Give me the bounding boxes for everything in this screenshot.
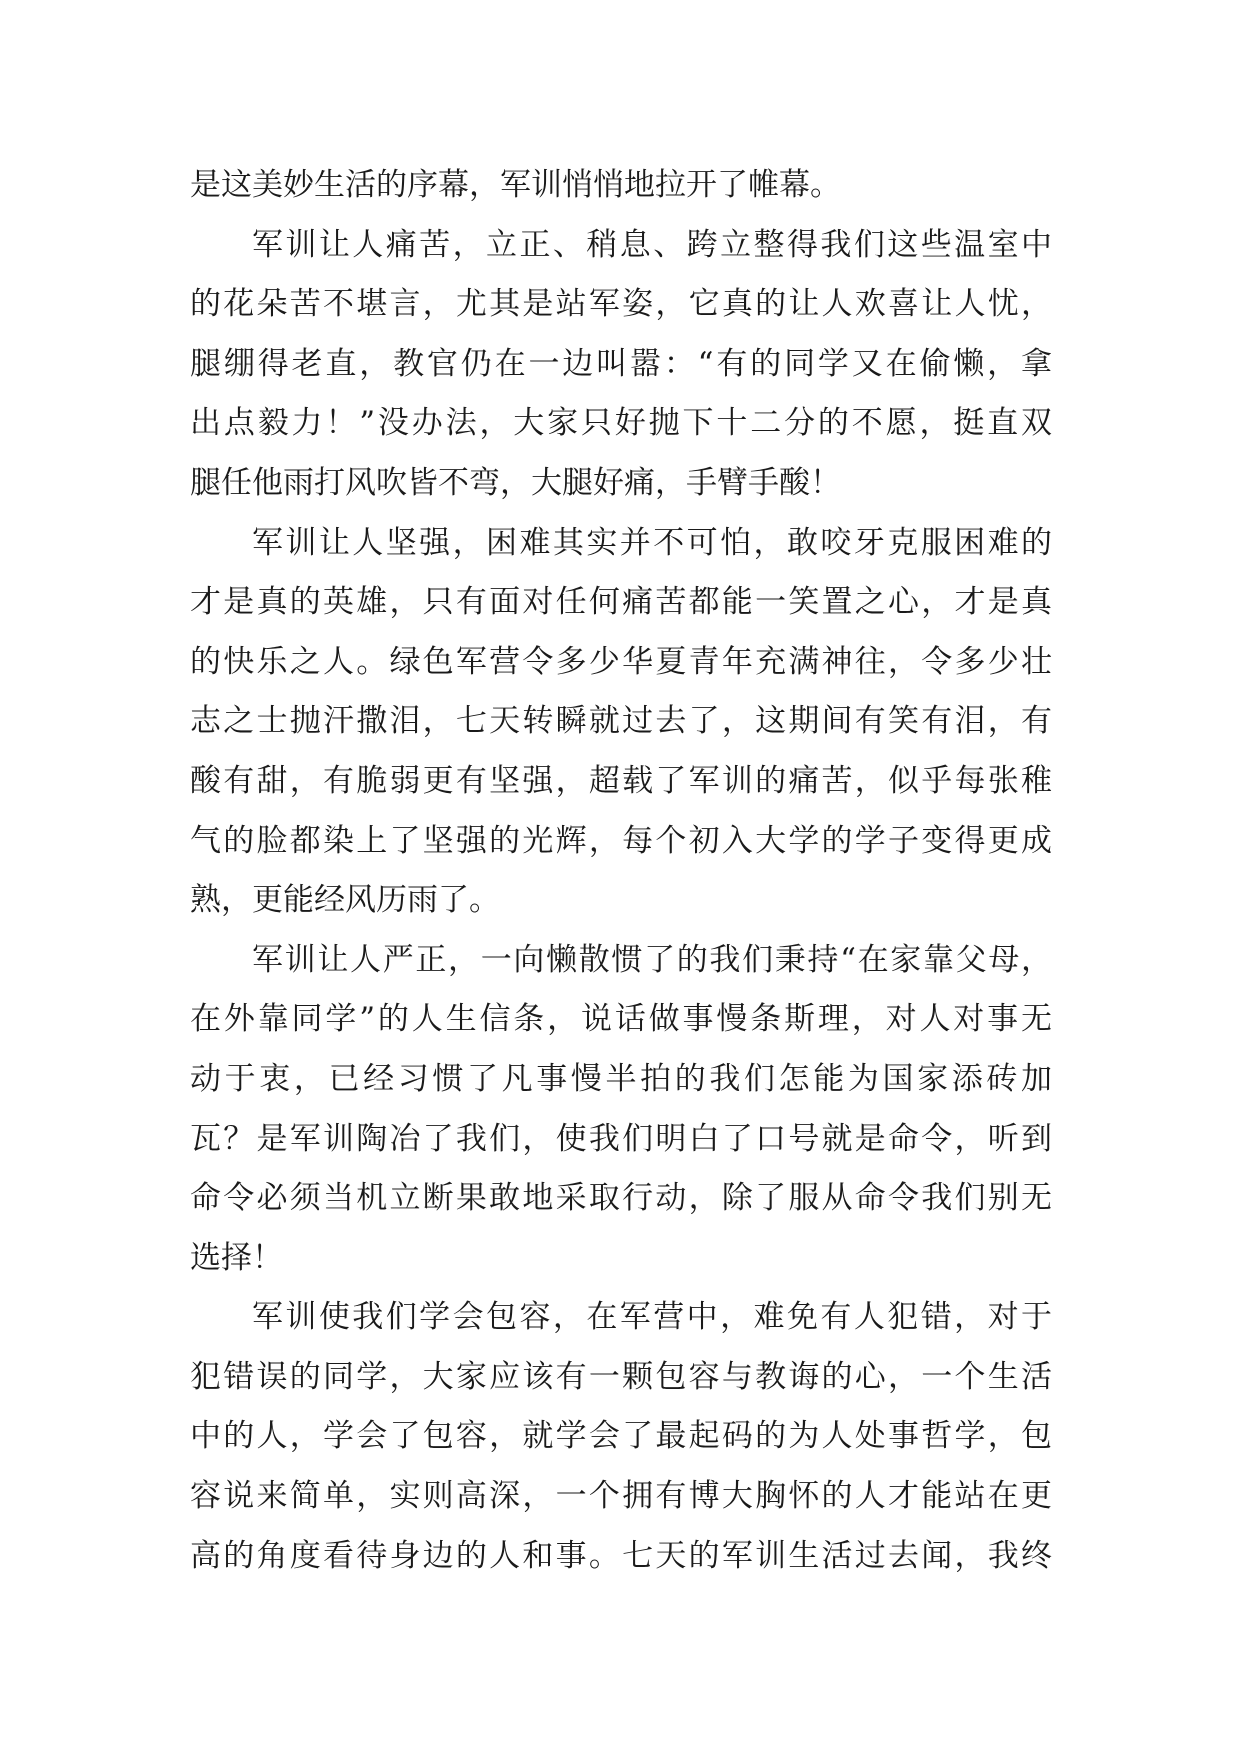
text-line: 腿绷得老直，教官仍在一边叫嚣：“有的同学又在偷懒，拿 [190, 345, 1052, 382]
text-line: 才是真的英雄，只有面对任何痛苦都能一笑置之心，才是真 [190, 584, 1052, 621]
text-line: 是这美妙生活的序幕，军训悄悄地拉开了帷幕。 [190, 167, 841, 203]
text-line: 选择！ [190, 1239, 283, 1276]
paragraph-first-line: 军训使我们学会包容，在军营中，难免有人犯错，对于 [252, 1299, 1052, 1336]
text-line: 命令必须当机立断果敢地采取行动，除了服从命令我们别无 [190, 1180, 1052, 1217]
text-line: 动于衷，已经习惯了凡事慢半拍的我们怎能为国家添砖加 [190, 1060, 1052, 1097]
text-line: 酸有甜，有脆弱更有坚强，超载了军训的痛苦，似乎每张稚 [190, 762, 1052, 799]
text-line: 犯错误的同学，大家应该有一颗包容与教诲的心，一个生活 [190, 1358, 1052, 1395]
body-text [190, 156, 1052, 1586]
paragraph-first-line: 军训让人严正，一向懒散惯了的我们秉持“在家靠父母， [252, 941, 1052, 978]
text-line: 的花朵苦不堪言，尤其是站军姿，它真的让人欢喜让人忧， [190, 286, 1052, 323]
text-line: 的快乐之人。绿色军营令多少华夏青年充满神往，令多少壮 [190, 643, 1052, 680]
text-line: 在外靠同学”的人生信条，说话做事慢条斯理，对人对事无 [190, 1001, 1052, 1038]
text-line: 出点毅力！”没办法，大家只好抛下十二分的不愿，挺直双 [190, 405, 1052, 442]
paragraph-first-line: 军训让人痛苦，立正、稍息、跨立整得我们这些温室中 [252, 226, 1052, 263]
text-line: 气的脸都染上了坚强的光辉，每个初入大学的学子变得更成 [190, 822, 1052, 859]
text-line: 腿任他雨打风吹皆不弯，大腿好痛，手臂手酸！ [190, 464, 841, 501]
text-line: 志之士抛汗撒泪，七天转瞬就过去了，这期间有笑有泪，有 [190, 703, 1052, 740]
text-line: 高的角度看待身边的人和事。七天的军训生活过去闻，我终 [190, 1537, 1052, 1574]
text-line: 熟，更能经风历雨了。 [190, 882, 500, 919]
paragraph-first-line: 军训让人坚强，困难其实并不可怕，敢咬牙克服困难的 [252, 524, 1052, 561]
text-line: 瓦？是军训陶冶了我们，使我们明白了口号就是命令，听到 [190, 1120, 1052, 1157]
text-line: 中的人，学会了包容，就学会了最起码的为人处事哲学，包 [190, 1418, 1052, 1455]
text-line: 容说来简单，实则高深，一个拥有博大胸怀的人才能站在更 [190, 1478, 1052, 1515]
